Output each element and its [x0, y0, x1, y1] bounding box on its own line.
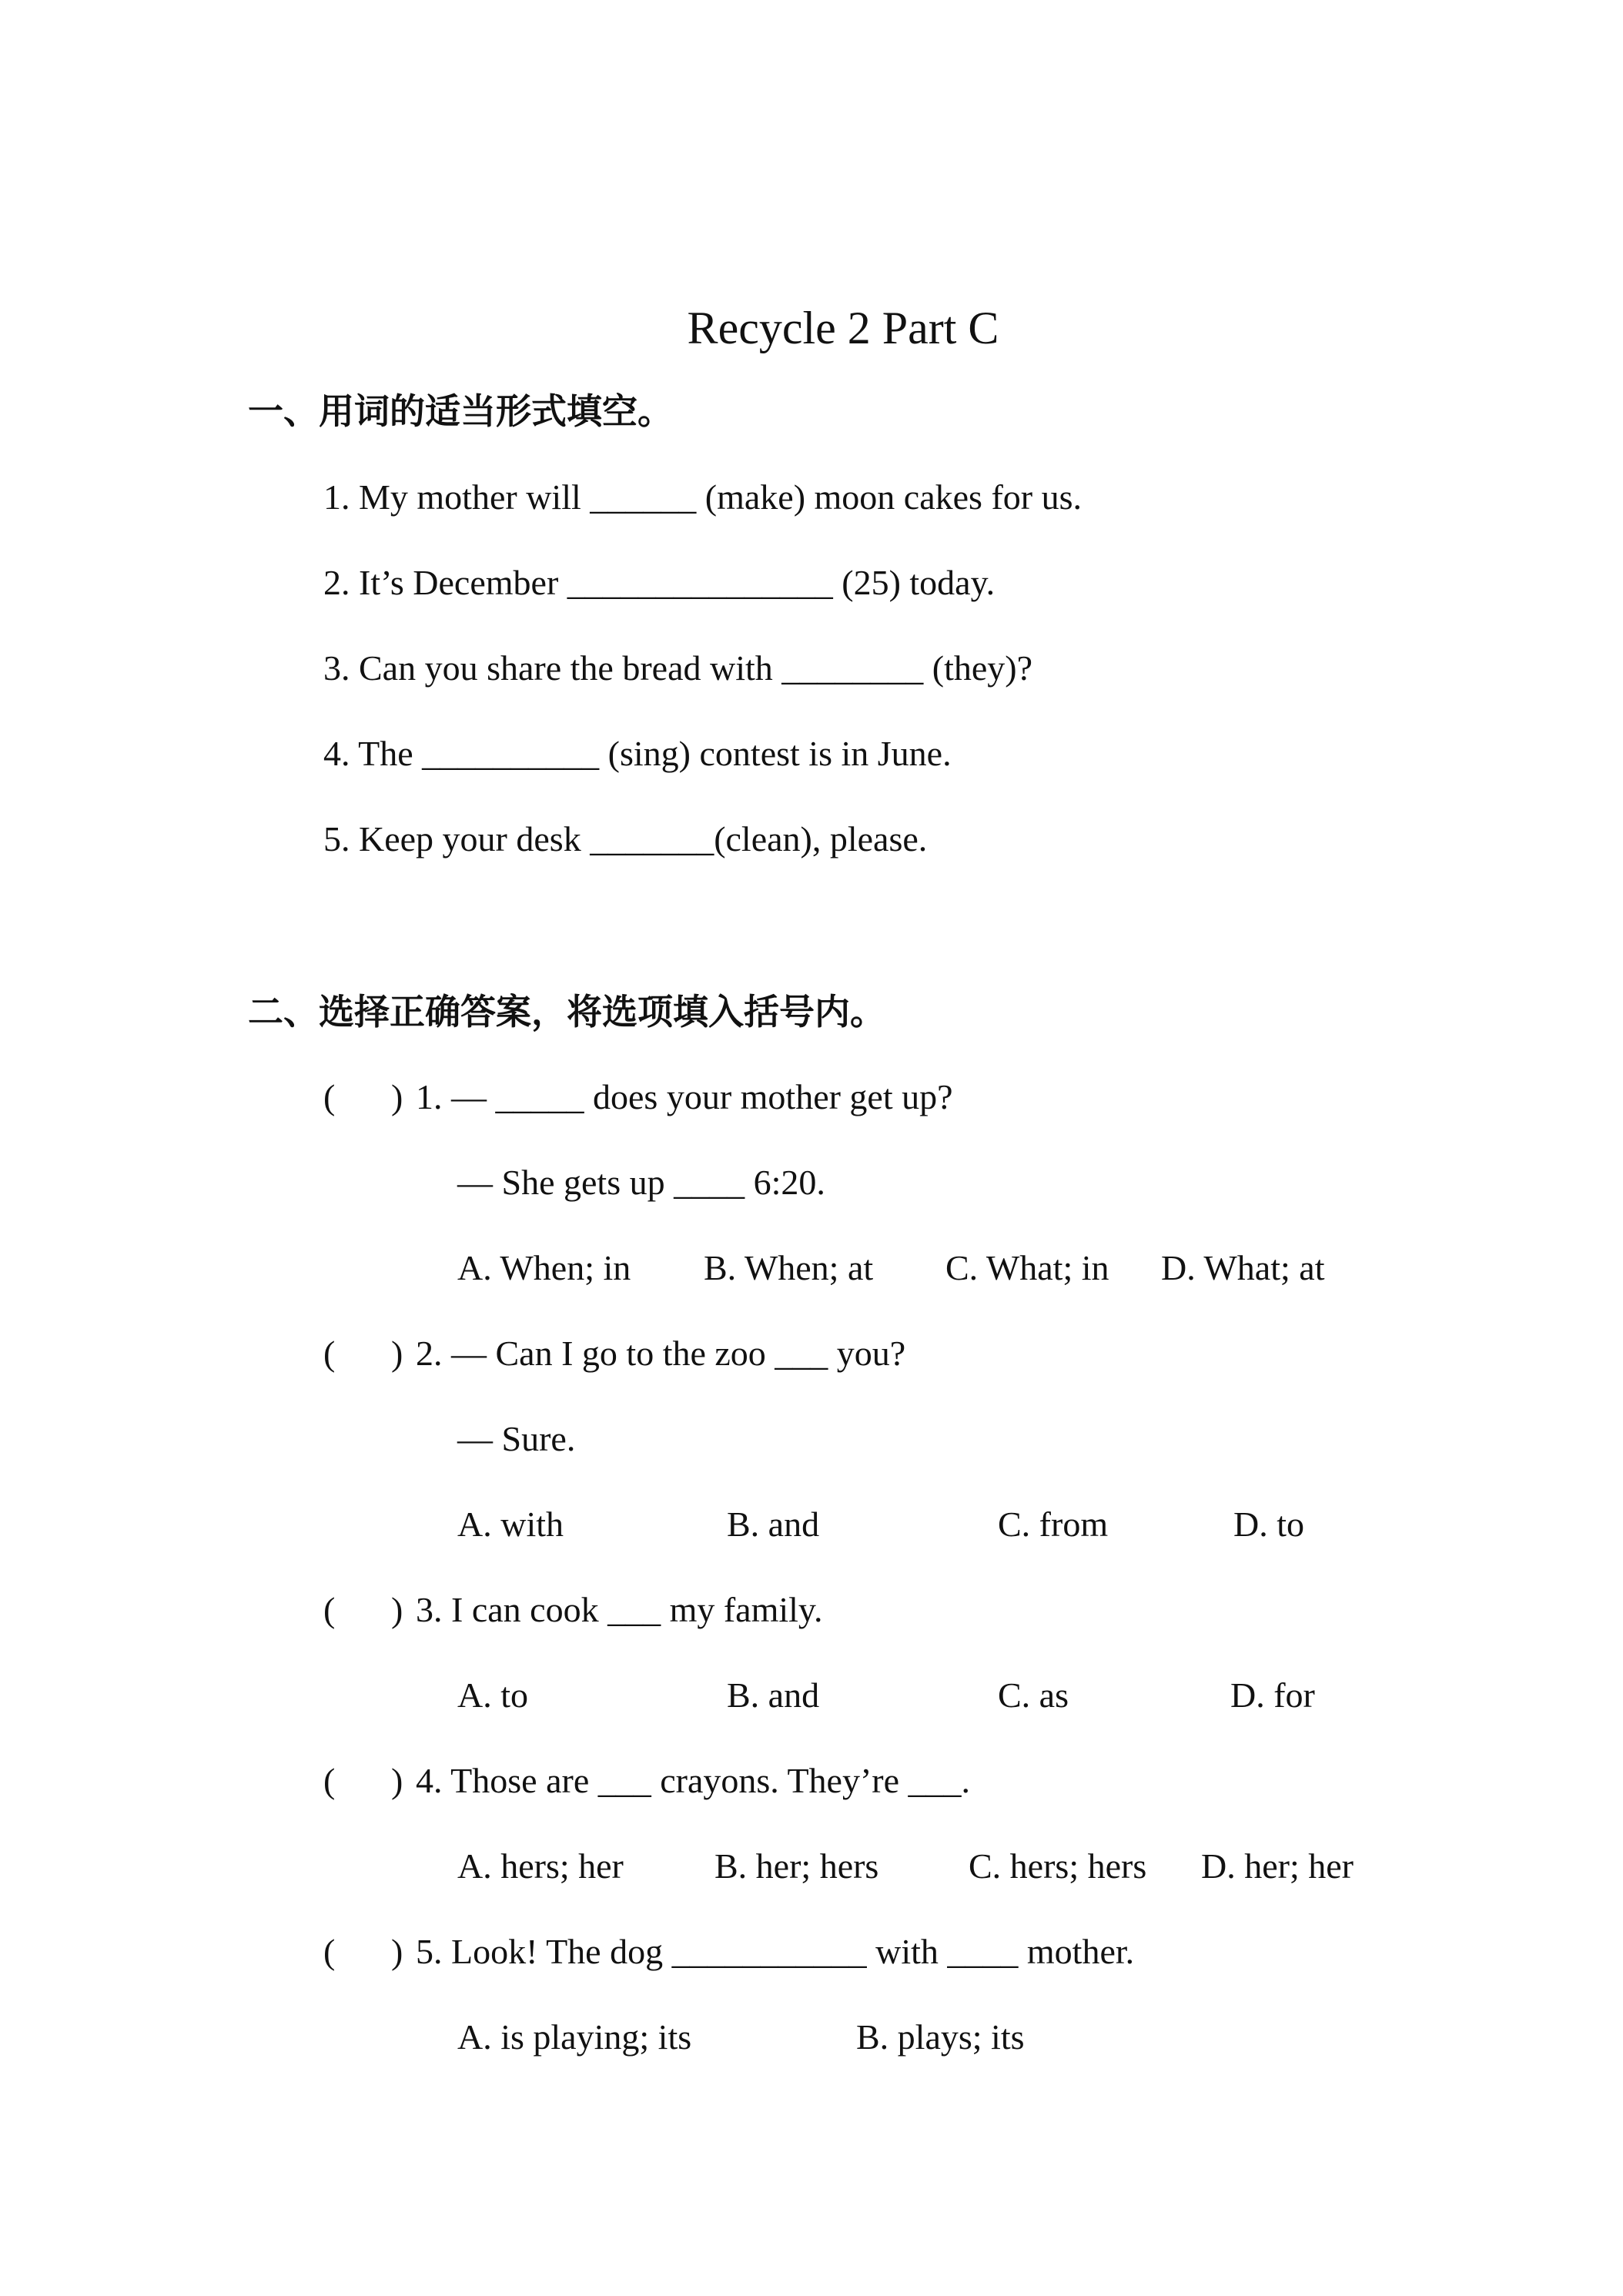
question-3-option-c: C. as: [998, 1675, 1069, 1715]
fill-blank-item-3: 3. Can you share the bread with ________ (they)?: [323, 648, 1033, 688]
question-3-option-a: A. to: [457, 1675, 528, 1715]
question-1-option-a: A. When; in: [457, 1248, 631, 1287]
paren-open: (: [323, 1334, 336, 1373]
paren-open: (: [323, 1077, 336, 1116]
paren-open: (: [323, 1932, 336, 1971]
fill-blank-item-4: 4. The __________ (sing) contest is in June.: [323, 734, 952, 773]
section-2-heading: 二、选择正确答案，将选项填入括号内。: [248, 991, 885, 1033]
question-3-option-d: D. for: [1230, 1675, 1315, 1715]
question-4-option-b: B. her; hers: [714, 1846, 879, 1886]
question-5-option-a: A. is playing; its: [457, 2017, 692, 2057]
question-3-text: 3. I can cook ___ my family.: [416, 1590, 823, 1629]
fill-blank-item-2: 2. It’s December _______________ (25) today.: [323, 563, 996, 602]
question-5-option-b: B. plays; its: [856, 2017, 1025, 2057]
question-2-option-a: A. with: [457, 1504, 564, 1544]
question-2-text: 2. — Can I go to the zoo ___ you?: [416, 1334, 906, 1373]
question-2-option-c: C. from: [998, 1504, 1109, 1544]
question-4-option-d: D. her; her: [1201, 1846, 1354, 1886]
question-4-option-a: A. hers; her: [457, 1846, 624, 1886]
question-1-text: 1. — _____ does your mother get up?: [416, 1077, 953, 1116]
paren-close: ): [391, 1761, 403, 1800]
question-3-option-b: B. and: [727, 1675, 820, 1715]
paren-close: ): [391, 1077, 403, 1116]
question-4-text: 4. Those are ___ crayons. They’re ___.: [416, 1761, 971, 1800]
fill-blank-item-5: 5. Keep your desk _______(clean), please.: [323, 819, 928, 858]
question-2-reply: — Sure.: [457, 1419, 576, 1458]
question-4-option-c: C. hers; hers: [969, 1846, 1147, 1886]
paren-close: ): [391, 1932, 403, 1971]
fill-blank-item-1: 1. My mother will ______ (make) moon cakes for us.: [323, 477, 1082, 517]
question-1-option-b: B. When; at: [704, 1248, 874, 1287]
paren-close: ): [391, 1334, 403, 1373]
paren-open: (: [323, 1761, 336, 1800]
question-1-option-d: D. What; at: [1161, 1248, 1325, 1287]
question-2-option-b: B. and: [727, 1504, 820, 1544]
page-title: Recycle 2 Part C: [687, 303, 999, 353]
paren-close: ): [391, 1590, 403, 1629]
question-2-option-d: D. to: [1233, 1504, 1304, 1544]
paren-open: (: [323, 1590, 336, 1629]
question-5-text: 5. Look! The dog ___________ with ____ mother.: [416, 1932, 1135, 1971]
section-1-heading: 一、用词的适当形式填空。: [248, 390, 673, 432]
question-1-reply: — She gets up ____ 6:20.: [457, 1163, 825, 1202]
question-1-option-c: C. What; in: [945, 1248, 1109, 1287]
